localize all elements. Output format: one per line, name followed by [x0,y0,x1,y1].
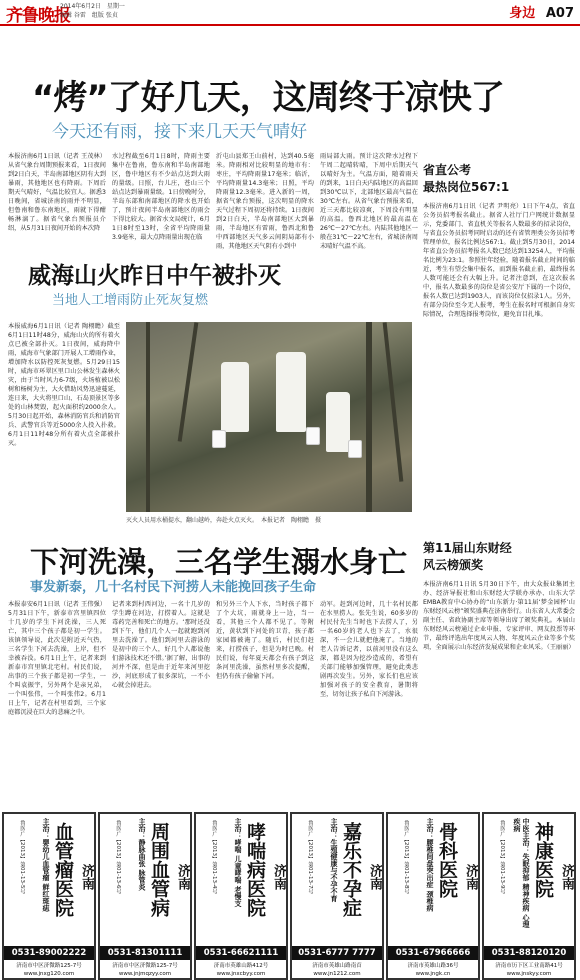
sidebar2-title-2: 风云榜颁奖 [423,558,484,572]
ad-address: 济南市中区济微路125-7号 [16,963,82,969]
newspaper-logo: 齐鲁晚报 [6,6,70,26]
ad-reg-number: 鲁医广【2013】第01-13-4号 [211,820,217,894]
ad-url[interactable]: www.jn1212.com [313,971,361,977]
story2-col1: 本报威海6月1日讯（记者 陶栩瞻）截至6月1日11时48分，威海山火的所有着火点已被全部扑灭。1日夜间，威海降中雨，威海市气象部门开展人工增雨作业，增加降水以防控死灰复燃。5月29日15时，威海市环翠区里口山公林发生森林火灾，由于当时风力6-7级，火场植被以松树和杨树为主，大火借助风势迅速蔓延，连日来，大火将里口山、石岛顶景区等多处的山林焚毁，起火面积约2000余人。5月30日起开始，森林消防官兵和消防官兵、武警官兵等近5000余人投入扑救。6月1日11时48分所有着火点全部被扑灭。 [8,323,120,447]
ad-specialty: 主治：婴幼儿血管瘤 鲜红斑痣 [42,818,50,912]
section-name: 身边 [509,6,536,21]
ad-hospital-name: 嘉乐不孕症 [340,822,362,917]
section-block [509,2,574,21]
sidebar1-title-1: 省直公考 [423,163,472,177]
ad-city: 济南 [79,864,94,890]
story1-col3: 沂屯山县郑王山前村，达到40.5毫米。降雨相对比较明显的地市有：枣庄，平均降雨量17毫米；临沂，平均降雨量14.3毫米；日照，平均降雨量12.3毫米。进入新的一周，据省气象台预报，这次明显的降水天气过程下周初还将持续。1日夜间到2日白天，半岛南部地区大到暴雨，半岛地区有雷雨，鲁西北和鲁中西部地区天气多云间阴局部有小雨，其他地区天气阴有小到中 [216,153,314,250]
ad-url[interactable]: www.jngk.cn [415,971,451,977]
ad-vascular[interactable] [98,812,192,980]
ad-address: 济南市中区济微路125-7号 [112,963,178,969]
ad-phone: 0531-81301111 [100,946,190,960]
ad-reg-number: 鲁医广【2013】第01-13-6号 [115,820,121,894]
issue-meta [60,2,125,20]
story1-dek: 今天还有雨，接下来几天天气晴好 [52,122,307,142]
page-number: A07 [545,6,574,21]
ad-specialty: 中医主治：失眠抑郁 精神疾病 心理疾病 [513,818,530,928]
ad-hospital-name: 神康医院 [532,822,554,898]
ad-address: 济南市英雄山路南首 [312,963,362,969]
ad-city: 济南 [367,864,382,890]
ad-hospital-name: 周围血管病 [148,822,170,917]
story1-col1: 本报济南6月1日讯（记者 王茂林）从省气象台周期预报来看，1日夜间到2日白天，半岛南部地区阴有大到暴雨，其他地区也有降雨。下周后期天气晴好，气温比较宜人。据悉3日晚间，省城济南的雨并不明显，但鲁南和鲁东南地区，雨就下得酣畅淋漓了。据省气象台预报员介绍，从5月31日夜间开始的本次降 [8,153,106,232]
ad-asthma[interactable] [194,812,288,980]
story3-col3: 和另外三个人下水，当时孩子都下了个大坑，雨就身上一边，当一看，其他三个人都不见了。等附近，黄状到下河处的卫青，孩子都家园都被淹了。随后，村民们赶来，打捞孩子，但是为时已晚。村民们说，每年夏天都会有孩子到这条河里洗澡，虽然村里多次提醒，但仍有孩子偷偷下河。 [216,601,314,680]
photo-caption: 灭火人员用水桶提水，翻山越岭，奔赴火点灭火。 本报记者 陶栩瞻 摄 [126,517,322,524]
ad-phone: 0531-66621111 [196,946,286,960]
ad-hemangioma[interactable] [2,812,96,980]
ad-specialty: 主治：哮喘 儿童哮喘 老慢支 [234,818,242,907]
ad-reg-number: 鲁医广【2013】第01-13-8号 [403,820,409,894]
ad-specialty: 主治：静脉曲张 脉管炎 [138,818,146,891]
ad-shenkang[interactable] [482,812,576,980]
ad-address: 济南市历下区工业南路41号 [495,963,563,969]
story2-headline: 威海山火昨日中午被扑灭 [28,263,281,289]
ad-reg-number: 鲁医广【2013】第01-13-7号 [307,820,313,894]
ad-phone: 0531-67966666 [388,946,478,960]
sidebar2-title-1: 第11届山东财经 [423,541,512,555]
sidebar1-body: 本报济南6月1日讯（记者 尹明亮）1日下午4点，省直公务员招考报名截止。据省人社厅门户网统计数据显示，党委部门、省直机关等报名人数最多的招录岗位，与省直公务员招考同时启动的还有省管理类公务员招考管理单位，报名比例达567:1。截止到5月30日，2014年省直公务员招考报名人数已经达到13254人，平均报名比例为23:1。参照往年经验，随着报名截止时间的临近，考生有望会集中报名，而到报名截止前，最终报名人数可能还会有大幅上升。记者注意到，在这次报名中，报名人数最多的岗位是省公安厅下属的一个岗位，报名人数已达到1903人，而该岗位仅招录1人。另外，有部分岗位至今无人报考，考生在报名时可根据自身实际情况，合理选择报考岗位，避免盲目扎堆。 [423,203,575,318]
ad-phone: 0531-6777 7777 [292,946,382,960]
ad-city: 济南 [463,864,478,890]
ad-reg-number: 鲁医广【2013】第01-13-9号 [499,820,505,894]
story3-col1: 本报泰安6月1日讯（记者 王伟强）5月31日下午，新泰市宫里镇四位十几岁的学生下河洗澡，三人死亡，其中三个孩子都是初一学生。该镇领导说，此次是附近天气热，三名学生下河去洗澡，上岸，但不幸被吞没。6月1日上午，记者来到新泰市宫里镇北宅村。村民们说，出事的三个孩子都是初一学生，一个叫袁振宇，另外两个是亲兄弟，一个叫张伟，一个叫张伟2。6月1日上午，记者在村里看到，三个家庭都沉浸在巨大的悲痛之中。 [8,601,106,716]
ad-specialty: 主治：生殖健康与不孕不育 [330,818,338,902]
ad-hospital-name: 血管瘤医院 [52,822,74,917]
ad-city: 济南 [271,864,286,890]
ad-url[interactable]: www.jnxg120.com [23,971,75,977]
ad-hospital-name: 哮喘病医院 [244,822,266,917]
story3-col2: 记者来到村西河边，一名十几岁的学生蹲在河边，打捞着人。这就是毒药完善和死亡的地方。‘那时还没到下午，他们几个人一起就跑到河里去洗澡了。他们到河里去游泳的是初中的三个人，好几个人都说他们游泳技术还不错。’据了解，出事的河并不深，但是由于近年来河里挖沙，河底形成了很多深坑，一不小心就会掉进去。 [112,601,210,689]
ad-phone: 0531-89002222 [4,946,94,960]
ad-url[interactable]: www.jnjmqzyy.com [118,971,172,977]
story3-col4: 动军。赶到河边时，几十名村民都在水里捞人。张先生说，60多岁的村民付先生当时也下去捞人了，另一名60岁的老人也下去了，水很深，不一会儿就把他淹了。当地的老人告诉记者，以前河里没有这么深，都是因为挖沙造成的，希望有关部门能够加强管理，避免此类悲剧再次发生。另外，家长们也应该加强对孩子的安全教育，暑期将至，切勿让孩子私自下河游泳。 [320,601,418,698]
ad-orthopedics[interactable] [386,812,480,980]
ad-city: 济南 [175,864,190,890]
wildfire-photo [126,322,412,512]
ad-address: 济南市英雄山路36号 [407,963,459,969]
sidebar-finance-awards [423,540,575,810]
story1-col2: 水过程截至6月1日8时，降雨主要集中在鲁南，鲁东南和半岛南部地区，鲁中地区有不少站点达到大雨的量级。日照，台儿庄，苍山三个站点达到暴雨量级。1日傍晚时分，半岛东部和南部地区的降水也开始了，预计夜间半岛南部地区的雨会下得比较大。据省水文局统计，6月1日8时至13时，全省平均降雨量3.9毫米，最大点降雨量出现在临 [112,153,210,241]
ad-hospital-name: 骨科医院 [436,822,458,898]
story1-headline: “烤”了好几天，这周终于凉快了 [32,78,504,118]
masthead [0,0,580,26]
ad-infertility[interactable] [290,812,384,980]
ad-address: 济南市英雄山路412号 [213,963,269,969]
ad-reg-number: 鲁医广【2013】第01-13-5号 [19,820,25,894]
sidebar1-title-2: 最热岗位567:1 [423,180,510,194]
ads-strip [0,812,580,980]
story1-col4: 雨局部大雨。预计这次降水过程下午周二起晴转晴，下周中后期天气以晴好为主。气温方面，随着雨天的到来，1日白天内陆地区的高温回到30℃以下，北部地区最高气温在30℃左右。从省气象台预报来看，近三天都比较凉爽，下周没有明显的高温。鲁西北地区的最高温在26℃～27℃左右。内陆其他地区一般在31℃～22℃左右，省城济南周末晴好气温不高。 [320,153,418,250]
ad-url[interactable]: www.jnxcbyy.com [216,971,266,977]
ad-url[interactable]: www.jnskyy.com [506,971,552,977]
issue-date: 2014年6月2日 星期一 [60,3,125,10]
ad-city: 济南 [559,864,574,890]
story3-dek: 事发新泰，几十名村民下河捞人未能挽回孩子生命 [30,580,317,595]
sidebar2-body: 本报济南6月1日讯 5月30日下午，由大众报业集团主办、经济导报社和山东财经大学联办承办、山东大学EMBA教育中心协办的“山东新力·第11届‘梦金园杯’山东财经风云榜”颁奖盛典在济南举行。山东省人大常委会副主任、省政协副主席等领导出席了颁奖典礼。本届山东财经风云榜通过企业申报、专家评审、网友投票等环节，最终评选出年度风云人物、年度风云企业等多个奖项，全面展示山东经济发展成果和企业风采。（王丽丽） [423,581,575,651]
ad-specialty: 主治：腰椎间盘突出症 颈椎病 [426,818,434,912]
ad-phone: 0531-88120120 [484,946,574,960]
story2-dek: 当地人工增雨防止死灰复燃 [52,293,209,308]
issue-editors: 编辑 谷雷 组版 张贞 [60,12,118,19]
story3-headline: 下河洗澡，三名学生溺水身亡 [30,545,408,579]
sidebar-civil-exam [423,162,575,542]
